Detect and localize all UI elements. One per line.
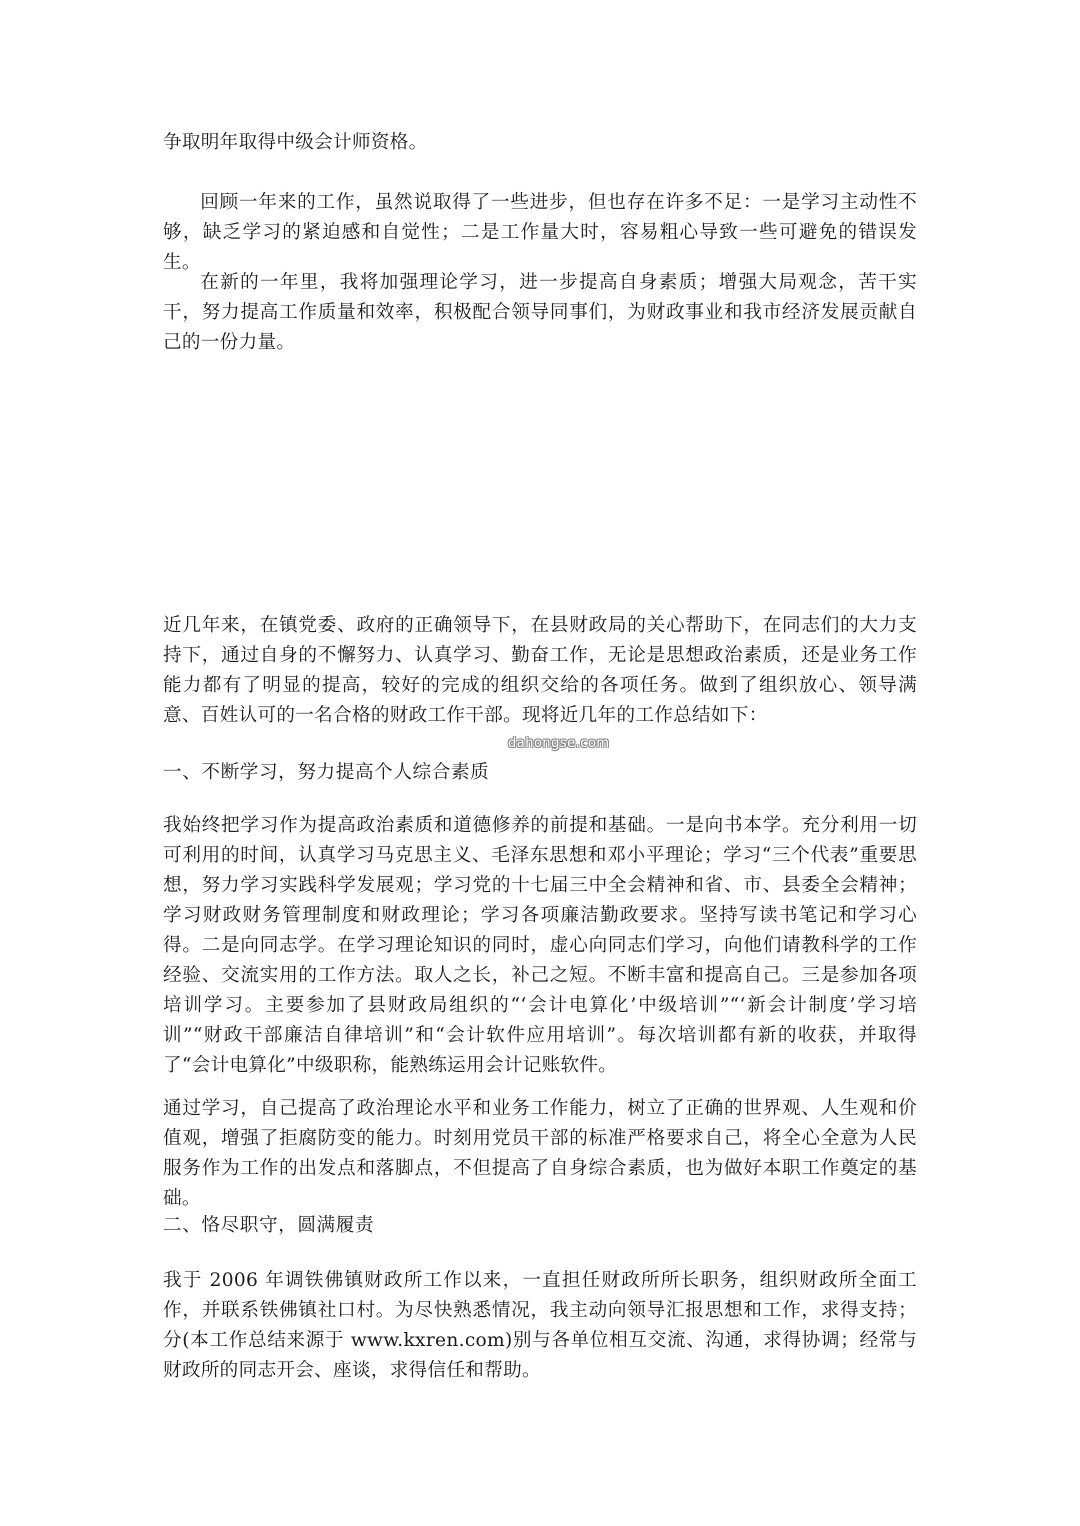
paragraph-intro-tail: 争取明年取得中级会计师资格。 bbox=[163, 132, 428, 153]
watermark-text: dahongse.com bbox=[508, 736, 610, 751]
paragraph-study-details: 我始终把学习作为提高政治素质和道德修养的前提和基础。一是向书本学。充分利用一切可利用的时间，认真学习马克思主义、毛泽东思想和邓小平理论；学习“三个代表”重要思想，努力学习实践科学发展观；学习党的十七届三中全会精神和省、市、县委全会精神；学习财政财务管理制度和财政理论；学习各项廉洁勤政要求。坚持写读书笔记和学习心得。二是向同志学。在学习理论知识的同时，虚心向同志们学习，向他们请教科学的工作经验、交流实用的工作方法。取人之长，补己之短。不断丰富和提高自己。三是参加各项培训学习。主要参加了县财政局组织的“‘会计电算化’中级培训”“‘新会计制度’学习培训”“财政干部廉洁自律培训”和“会计软件应用培训”。每次培训都有新的收获，并取得了“会计电算化”中级职称，能熟练运用会计记账软件。 bbox=[163, 815, 917, 1076]
section-heading-duties: 二、恪尽职守，圆满履责 bbox=[163, 1215, 375, 1236]
paragraph-shortcomings: 回顾一年来的工作，虽然说取得了一些进步，但也存在许多不足：一是学习主动性不够，缺乏学习的紧迫感和自觉性；二是工作量大时，容易粗心导致一些可避免的错误发生。 bbox=[163, 192, 917, 273]
paragraph-summary-intro: 近几年来，在镇党委、政府的正确领导下，在县财政局的关心帮助下，在同志们的大力支持下，通过自身的不懈努力、认真学习、勤奋工作，无论是思想政治素质，还是业务工作能力都有了明显的提高，较好的完成的组织交给的各项任务。做到了组织放心、领导满意、百姓认可的一名合格的财政工作干部。现将近几年的工作总结如下： bbox=[163, 615, 917, 726]
paragraph-study-results: 通过学习，自己提高了政治理论水平和业务工作能力，树立了正确的世界观、人生观和价值观，增强了拒腐防变的能力。时刻用党员干部的标准严格要求自己，将全心全意为人民服务作为工作的出发点和落脚点，不但提高了自身综合素质，也为做好本职工作奠定的基础。 bbox=[163, 1098, 917, 1209]
section-heading-study: 一、不断学习，努力提高个人综合素质 bbox=[163, 762, 490, 783]
paragraph-new-year-plan: 在新的一年里，我将加强理论学习，进一步提高自身素质；增强大局观念，苦干实干，努力提高工作质量和效率，积极配合领导同事们，为财政事业和我市经济发展贡献自己的一份力量。 bbox=[163, 272, 917, 353]
paragraph-duties-details: 我于 2006 年调铁佛镇财政所工作以来，一直担任财政所所长职务，组织财政所全面工作，并联系铁佛镇社口村。为尽快熟悉情况，我主动向领导汇报思想和工作，求得支持；分(本工作总结来源于 www.kxren.com)别与各单位相互交流、沟通，求得协调；经常与财政所的同志开会、座谈，求得信任和帮助。 bbox=[163, 1270, 917, 1381]
